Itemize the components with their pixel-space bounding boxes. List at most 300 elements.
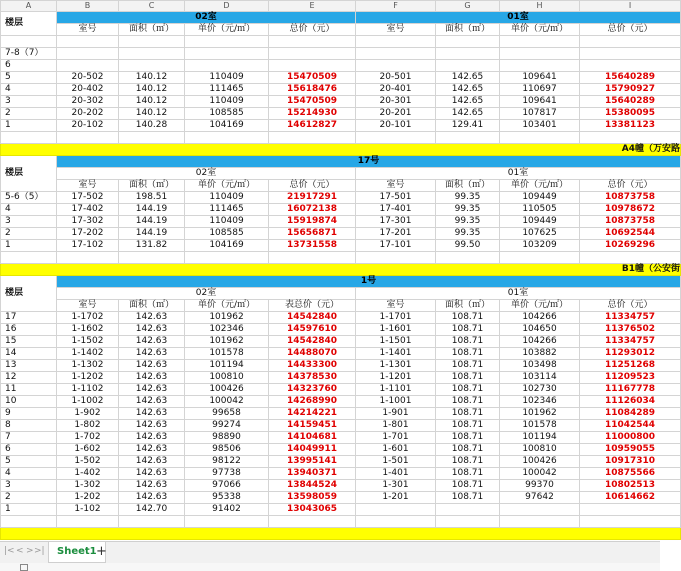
column-title[interactable]: 总价（元） xyxy=(580,300,681,312)
data-cell[interactable]: 97738 xyxy=(185,468,269,480)
total-price-cell[interactable] xyxy=(269,48,356,60)
empty-cell[interactable] xyxy=(1,252,57,264)
floor-cell[interactable]: 3 xyxy=(1,480,57,492)
total-price-cell[interactable]: 13598059 xyxy=(269,492,356,504)
column-header[interactable]: H xyxy=(500,1,580,12)
empty-cell[interactable] xyxy=(356,36,436,48)
data-cell[interactable]: 109449 xyxy=(500,192,580,204)
total-price-cell[interactable]: 10269296 xyxy=(580,240,681,252)
data-cell[interactable]: 198.51 xyxy=(119,192,185,204)
floor-header[interactable]: 楼层 xyxy=(1,156,57,192)
column-title[interactable]: 面积（㎡） xyxy=(436,180,500,192)
empty-cell[interactable] xyxy=(57,516,119,528)
data-cell[interactable]: 103882 xyxy=(500,348,580,360)
data-cell[interactable]: 142.63 xyxy=(119,372,185,384)
data-cell[interactable]: 103498 xyxy=(500,360,580,372)
building-banner[interactable]: B1幢（公安街 xyxy=(1,264,681,276)
column-title[interactable]: 面积（㎡） xyxy=(119,24,185,36)
data-cell[interactable]: 1-1301 xyxy=(356,360,436,372)
data-cell[interactable]: 101962 xyxy=(500,408,580,420)
data-cell[interactable]: 1-902 xyxy=(57,408,119,420)
data-cell[interactable]: 1-401 xyxy=(356,468,436,480)
column-title[interactable]: 室号 xyxy=(356,180,436,192)
data-cell[interactable] xyxy=(119,60,185,72)
empty-cell[interactable] xyxy=(269,132,356,144)
column-title[interactable]: 室号 xyxy=(57,180,119,192)
empty-cell[interactable] xyxy=(119,36,185,48)
empty-cell[interactable] xyxy=(269,36,356,48)
data-cell[interactable]: 17-202 xyxy=(57,228,119,240)
data-cell[interactable]: 1-1602 xyxy=(57,324,119,336)
empty-cell[interactable] xyxy=(580,36,681,48)
data-cell[interactable]: 102346 xyxy=(185,324,269,336)
total-price-cell[interactable]: 10875566 xyxy=(580,468,681,480)
floor-cell[interactable]: 5-6（5） xyxy=(1,192,57,204)
first-sheet-icon[interactable]: |< xyxy=(4,546,15,556)
data-cell[interactable]: 1-302 xyxy=(57,480,119,492)
total-price-cell[interactable]: 13731558 xyxy=(269,240,356,252)
empty-cell[interactable] xyxy=(119,132,185,144)
data-cell[interactable]: 142.63 xyxy=(119,468,185,480)
data-cell[interactable]: 1-1101 xyxy=(356,384,436,396)
floor-cell[interactable]: 4 xyxy=(1,204,57,216)
column-title[interactable]: 总价（元） xyxy=(580,24,681,36)
column-title[interactable]: 室号 xyxy=(356,24,436,36)
column-title[interactable]: 总价（元） xyxy=(269,180,356,192)
data-cell[interactable]: 108.71 xyxy=(436,348,500,360)
data-cell[interactable]: 17-102 xyxy=(57,240,119,252)
empty-cell[interactable] xyxy=(119,516,185,528)
data-cell[interactable]: 17-501 xyxy=(356,192,436,204)
data-cell[interactable]: 108.71 xyxy=(436,432,500,444)
total-price-cell[interactable]: 11209523 xyxy=(580,372,681,384)
data-cell[interactable]: 107625 xyxy=(500,228,580,240)
data-cell[interactable] xyxy=(500,60,580,72)
data-cell[interactable]: 142.63 xyxy=(119,492,185,504)
data-cell[interactable]: 104169 xyxy=(185,240,269,252)
total-price-cell[interactable]: 13995141 xyxy=(269,456,356,468)
data-cell[interactable] xyxy=(356,60,436,72)
data-cell[interactable]: 103114 xyxy=(500,372,580,384)
data-cell[interactable]: 17-302 xyxy=(57,216,119,228)
data-cell[interactable]: 97642 xyxy=(500,492,580,504)
empty-cell[interactable] xyxy=(57,36,119,48)
floor-cell[interactable]: 13 xyxy=(1,360,57,372)
data-cell[interactable]: 142.63 xyxy=(119,444,185,456)
empty-cell[interactable] xyxy=(1,36,57,48)
column-header[interactable]: F xyxy=(356,1,436,12)
data-cell[interactable]: 108.71 xyxy=(436,372,500,384)
data-cell[interactable]: 107817 xyxy=(500,108,580,120)
data-cell[interactable]: 110409 xyxy=(185,192,269,204)
data-cell[interactable]: 1-201 xyxy=(356,492,436,504)
total-price-cell[interactable]: 21917291 xyxy=(269,192,356,204)
data-cell[interactable]: 1-1302 xyxy=(57,360,119,372)
data-cell[interactable]: 108.71 xyxy=(436,408,500,420)
floor-cell[interactable]: 14 xyxy=(1,348,57,360)
data-cell[interactable]: 104266 xyxy=(500,336,580,348)
total-price-cell[interactable]: 15790927 xyxy=(580,84,681,96)
data-cell[interactable]: 100426 xyxy=(185,384,269,396)
empty-cell[interactable] xyxy=(1,132,57,144)
column-title[interactable]: 总价（元） xyxy=(269,24,356,36)
data-cell[interactable]: 111465 xyxy=(185,84,269,96)
total-price-cell[interactable]: 15919874 xyxy=(269,216,356,228)
data-cell[interactable]: 17-402 xyxy=(57,204,119,216)
data-cell[interactable]: 98122 xyxy=(185,456,269,468)
data-cell[interactable]: 142.65 xyxy=(436,72,500,84)
total-price-cell[interactable]: 14433300 xyxy=(269,360,356,372)
data-cell[interactable]: 142.63 xyxy=(119,420,185,432)
data-cell[interactable]: 91402 xyxy=(185,504,269,516)
data-cell[interactable]: 103209 xyxy=(500,240,580,252)
data-cell[interactable] xyxy=(57,60,119,72)
total-price-cell[interactable]: 14542840 xyxy=(269,312,356,324)
data-cell[interactable]: 140.12 xyxy=(119,72,185,84)
floor-cell[interactable]: 1 xyxy=(1,120,57,132)
total-price-cell[interactable]: 15656871 xyxy=(269,228,356,240)
total-price-cell[interactable]: 14597610 xyxy=(269,324,356,336)
total-price-cell[interactable]: 14488070 xyxy=(269,348,356,360)
data-cell[interactable]: 1-1401 xyxy=(356,348,436,360)
data-cell[interactable] xyxy=(185,60,269,72)
data-cell[interactable]: 108.71 xyxy=(436,480,500,492)
data-cell[interactable] xyxy=(356,504,436,516)
data-cell[interactable]: 97066 xyxy=(185,480,269,492)
empty-cell[interactable] xyxy=(500,252,580,264)
total-price-cell[interactable]: 11376502 xyxy=(580,324,681,336)
floor-cell[interactable]: 2 xyxy=(1,228,57,240)
data-cell[interactable]: 102730 xyxy=(500,384,580,396)
group-02-header[interactable]: 02室 xyxy=(57,168,356,180)
total-price-cell[interactable]: 10614662 xyxy=(580,492,681,504)
empty-cell[interactable] xyxy=(1,516,57,528)
data-cell[interactable]: 104169 xyxy=(185,120,269,132)
data-cell[interactable]: 20-201 xyxy=(356,108,436,120)
column-title[interactable]: 单价（元/㎡） xyxy=(185,300,269,312)
data-cell[interactable]: 99370 xyxy=(500,480,580,492)
total-price-cell[interactable]: 14159451 xyxy=(269,420,356,432)
data-cell[interactable]: 142.63 xyxy=(119,312,185,324)
data-cell[interactable]: 1-102 xyxy=(57,504,119,516)
data-cell[interactable]: 108.71 xyxy=(436,444,500,456)
total-price-cell[interactable]: 10917310 xyxy=(580,456,681,468)
data-cell[interactable]: 20-302 xyxy=(57,96,119,108)
data-cell[interactable]: 142.63 xyxy=(119,432,185,444)
data-cell[interactable]: 1-601 xyxy=(356,444,436,456)
column-header[interactable]: A xyxy=(1,1,57,12)
total-price-cell[interactable]: 10873758 xyxy=(580,216,681,228)
data-cell[interactable]: 108585 xyxy=(185,108,269,120)
total-price-cell[interactable] xyxy=(269,60,356,72)
total-price-cell[interactable]: 16072138 xyxy=(269,204,356,216)
column-title[interactable]: 室号 xyxy=(57,300,119,312)
data-cell[interactable]: 17-301 xyxy=(356,216,436,228)
column-title[interactable]: 单价（元/㎡） xyxy=(185,180,269,192)
data-cell[interactable]: 101962 xyxy=(185,312,269,324)
column-title[interactable]: 单价（元/㎡） xyxy=(500,300,580,312)
total-price-cell[interactable]: 10692544 xyxy=(580,228,681,240)
data-cell[interactable]: 100810 xyxy=(185,372,269,384)
column-header[interactable]: C xyxy=(119,1,185,12)
data-cell[interactable]: 1-1501 xyxy=(356,336,436,348)
data-cell[interactable]: 1-1701 xyxy=(356,312,436,324)
data-cell[interactable]: 142.63 xyxy=(119,384,185,396)
data-cell[interactable]: 142.63 xyxy=(119,348,185,360)
group-01-header[interactable]: 01室 xyxy=(356,288,681,300)
column-header[interactable]: G xyxy=(436,1,500,12)
data-cell[interactable]: 142.65 xyxy=(436,84,500,96)
column-title[interactable]: 面积（㎡） xyxy=(436,300,500,312)
data-cell[interactable]: 1-801 xyxy=(356,420,436,432)
column-title[interactable]: 表总价（元） xyxy=(269,300,356,312)
add-sheet-button[interactable]: + xyxy=(96,544,107,559)
data-cell[interactable]: 108.71 xyxy=(436,360,500,372)
column-header[interactable]: D xyxy=(185,1,269,12)
data-cell[interactable]: 144.19 xyxy=(119,216,185,228)
data-cell[interactable]: 109449 xyxy=(500,216,580,228)
data-cell[interactable] xyxy=(356,48,436,60)
empty-cell[interactable] xyxy=(119,252,185,264)
data-cell[interactable]: 1-1002 xyxy=(57,396,119,408)
floor-cell[interactable]: 10 xyxy=(1,396,57,408)
data-cell[interactable]: 108.71 xyxy=(436,456,500,468)
column-title[interactable]: 单价（元/㎡） xyxy=(185,24,269,36)
total-price-cell[interactable]: 10802513 xyxy=(580,480,681,492)
floor-cell[interactable]: 4 xyxy=(1,84,57,96)
data-cell[interactable]: 142.63 xyxy=(119,396,185,408)
floor-cell[interactable]: 16 xyxy=(1,324,57,336)
total-price-cell[interactable]: 11251268 xyxy=(580,360,681,372)
total-price-cell[interactable] xyxy=(580,60,681,72)
floor-cell[interactable]: 5 xyxy=(1,456,57,468)
data-cell[interactable]: 108.71 xyxy=(436,492,500,504)
data-cell[interactable]: 95338 xyxy=(185,492,269,504)
total-price-cell[interactable]: 15640289 xyxy=(580,72,681,84)
empty-cell[interactable] xyxy=(356,132,436,144)
floor-cell[interactable]: 3 xyxy=(1,96,57,108)
empty-cell[interactable] xyxy=(436,36,500,48)
building-number[interactable]: 17号 xyxy=(57,156,681,168)
data-cell[interactable]: 1-1102 xyxy=(57,384,119,396)
next-sheet-icon[interactable]: > xyxy=(26,546,34,556)
empty-cell[interactable] xyxy=(436,132,500,144)
column-title[interactable]: 室号 xyxy=(57,24,119,36)
data-cell[interactable]: 1-1601 xyxy=(356,324,436,336)
total-price-cell[interactable]: 14049911 xyxy=(269,444,356,456)
data-cell[interactable]: 110697 xyxy=(500,84,580,96)
data-cell[interactable]: 140.12 xyxy=(119,96,185,108)
data-cell[interactable]: 142.63 xyxy=(119,456,185,468)
data-cell[interactable]: 99274 xyxy=(185,420,269,432)
empty-cell[interactable] xyxy=(185,516,269,528)
data-cell[interactable]: 110409 xyxy=(185,216,269,228)
data-cell[interactable]: 142.65 xyxy=(436,96,500,108)
total-price-cell[interactable]: 15470509 xyxy=(269,72,356,84)
data-cell[interactable]: 142.63 xyxy=(119,336,185,348)
empty-cell[interactable] xyxy=(57,132,119,144)
data-cell[interactable]: 1-402 xyxy=(57,468,119,480)
data-cell[interactable] xyxy=(436,504,500,516)
empty-cell[interactable] xyxy=(500,36,580,48)
empty-cell[interactable] xyxy=(500,516,580,528)
data-cell[interactable]: 104650 xyxy=(500,324,580,336)
data-cell[interactable]: 108.71 xyxy=(436,384,500,396)
empty-cell[interactable] xyxy=(269,516,356,528)
data-cell[interactable]: 109641 xyxy=(500,72,580,84)
data-cell[interactable]: 1-501 xyxy=(356,456,436,468)
data-cell[interactable]: 99658 xyxy=(185,408,269,420)
empty-cell[interactable] xyxy=(356,516,436,528)
data-cell[interactable]: 108.71 xyxy=(436,312,500,324)
prev-sheet-icon[interactable]: < xyxy=(16,546,24,556)
column-header[interactable]: B xyxy=(57,1,119,12)
total-price-cell[interactable]: 14542840 xyxy=(269,336,356,348)
column-title[interactable]: 面积（㎡） xyxy=(119,180,185,192)
empty-cell[interactable] xyxy=(356,252,436,264)
total-price-cell[interactable]: 11042544 xyxy=(580,420,681,432)
data-cell[interactable]: 110505 xyxy=(500,204,580,216)
data-cell[interactable]: 1-901 xyxy=(356,408,436,420)
data-cell[interactable]: 99.35 xyxy=(436,204,500,216)
data-cell[interactable]: 1-602 xyxy=(57,444,119,456)
total-price-cell[interactable]: 13940371 xyxy=(269,468,356,480)
data-cell[interactable] xyxy=(57,48,119,60)
data-cell[interactable]: 109641 xyxy=(500,96,580,108)
data-cell[interactable]: 1-1202 xyxy=(57,372,119,384)
data-cell[interactable]: 100042 xyxy=(185,396,269,408)
column-header[interactable]: E xyxy=(269,1,356,12)
data-cell[interactable]: 101194 xyxy=(185,360,269,372)
data-cell[interactable]: 20-101 xyxy=(356,120,436,132)
floor-cell[interactable]: 12 xyxy=(1,372,57,384)
data-cell[interactable]: 100042 xyxy=(500,468,580,480)
empty-cell[interactable] xyxy=(185,36,269,48)
data-cell[interactable] xyxy=(500,48,580,60)
total-price-cell[interactable]: 11334757 xyxy=(580,312,681,324)
floor-cell[interactable]: 11 xyxy=(1,384,57,396)
total-price-cell[interactable]: 11167778 xyxy=(580,384,681,396)
data-cell[interactable]: 99.50 xyxy=(436,240,500,252)
total-price-cell[interactable]: 15380095 xyxy=(580,108,681,120)
data-cell[interactable]: 98890 xyxy=(185,432,269,444)
data-cell[interactable]: 1-1201 xyxy=(356,372,436,384)
total-price-cell[interactable]: 11293012 xyxy=(580,348,681,360)
data-cell[interactable]: 108.71 xyxy=(436,336,500,348)
total-price-cell[interactable]: 14104681 xyxy=(269,432,356,444)
building-banner[interactable] xyxy=(1,528,681,540)
data-cell[interactable]: 102346 xyxy=(500,396,580,408)
floor-cell[interactable]: 4 xyxy=(1,468,57,480)
total-price-cell[interactable]: 11334757 xyxy=(580,336,681,348)
total-price-cell[interactable] xyxy=(580,48,681,60)
data-cell[interactable]: 104266 xyxy=(500,312,580,324)
total-price-cell[interactable]: 15214930 xyxy=(269,108,356,120)
total-price-cell[interactable]: 14268990 xyxy=(269,396,356,408)
data-cell[interactable]: 101194 xyxy=(500,432,580,444)
data-cell[interactable]: 20-402 xyxy=(57,84,119,96)
data-cell[interactable]: 142.70 xyxy=(119,504,185,516)
total-price-cell[interactable]: 14378530 xyxy=(269,372,356,384)
empty-cell[interactable] xyxy=(436,252,500,264)
floor-cell[interactable]: 6 xyxy=(1,444,57,456)
data-cell[interactable]: 108.71 xyxy=(436,324,500,336)
data-cell[interactable]: 20-401 xyxy=(356,84,436,96)
data-cell[interactable]: 108.71 xyxy=(436,420,500,432)
empty-cell[interactable] xyxy=(436,516,500,528)
floor-cell[interactable]: 1 xyxy=(1,504,57,516)
data-cell[interactable]: 20-501 xyxy=(356,72,436,84)
total-price-cell[interactable]: 14323760 xyxy=(269,384,356,396)
floor-cell[interactable]: 1 xyxy=(1,240,57,252)
total-price-cell[interactable]: 10873758 xyxy=(580,192,681,204)
data-cell[interactable]: 108585 xyxy=(185,228,269,240)
data-cell[interactable]: 1-1402 xyxy=(57,348,119,360)
group-02-header[interactable]: 02室 xyxy=(57,288,356,300)
data-cell[interactable]: 103401 xyxy=(500,120,580,132)
empty-cell[interactable] xyxy=(500,132,580,144)
building-number[interactable]: 1号 xyxy=(57,276,681,288)
data-cell[interactable]: 142.65 xyxy=(436,108,500,120)
data-cell[interactable]: 110409 xyxy=(185,72,269,84)
total-price-cell[interactable]: 11126034 xyxy=(580,396,681,408)
data-cell[interactable]: 101578 xyxy=(500,420,580,432)
data-cell[interactable]: 1-701 xyxy=(356,432,436,444)
column-title[interactable]: 面积（㎡） xyxy=(436,24,500,36)
column-title[interactable]: 单价（元/㎡） xyxy=(500,24,580,36)
building-banner[interactable]: A4幢（万安路 xyxy=(1,144,681,156)
data-cell[interactable]: 140.12 xyxy=(119,108,185,120)
total-price-cell[interactable]: 11000800 xyxy=(580,432,681,444)
group-01-header[interactable]: 01室 xyxy=(356,12,681,24)
floor-cell[interactable]: 8 xyxy=(1,420,57,432)
total-price-cell[interactable]: 15618476 xyxy=(269,84,356,96)
empty-cell[interactable] xyxy=(269,252,356,264)
data-cell[interactable]: 1-1001 xyxy=(356,396,436,408)
column-header[interactable]: I xyxy=(580,1,681,12)
data-cell[interactable]: 98506 xyxy=(185,444,269,456)
data-cell[interactable]: 99.35 xyxy=(436,216,500,228)
floor-cell[interactable]: 6 xyxy=(1,60,57,72)
data-cell[interactable] xyxy=(436,48,500,60)
total-price-cell[interactable]: 13043065 xyxy=(269,504,356,516)
empty-cell[interactable] xyxy=(580,252,681,264)
data-cell[interactable]: 1-202 xyxy=(57,492,119,504)
data-cell[interactable]: 142.63 xyxy=(119,360,185,372)
data-cell[interactable]: 129.41 xyxy=(436,120,500,132)
data-cell[interactable]: 101962 xyxy=(185,336,269,348)
data-cell[interactable]: 140.28 xyxy=(119,120,185,132)
data-cell[interactable]: 20-102 xyxy=(57,120,119,132)
floor-cell[interactable]: 7 xyxy=(1,432,57,444)
empty-cell[interactable] xyxy=(185,252,269,264)
data-cell[interactable]: 111465 xyxy=(185,204,269,216)
floor-cell[interactable]: 15 xyxy=(1,336,57,348)
total-price-cell[interactable]: 14612827 xyxy=(269,120,356,132)
sheet-tab-sheet1[interactable]: Sheet1 xyxy=(48,542,106,563)
total-price-cell[interactable]: 10959055 xyxy=(580,444,681,456)
total-price-cell[interactable]: 13844524 xyxy=(269,480,356,492)
empty-cell[interactable] xyxy=(580,516,681,528)
data-cell[interactable]: 17-201 xyxy=(356,228,436,240)
data-cell[interactable]: 142.63 xyxy=(119,324,185,336)
data-cell[interactable]: 142.63 xyxy=(119,408,185,420)
total-price-cell[interactable]: 15640289 xyxy=(580,96,681,108)
last-sheet-icon[interactable]: >| xyxy=(34,546,45,556)
data-cell[interactable] xyxy=(119,48,185,60)
data-cell[interactable]: 17-401 xyxy=(356,204,436,216)
group-01-header[interactable]: 01室 xyxy=(356,168,681,180)
